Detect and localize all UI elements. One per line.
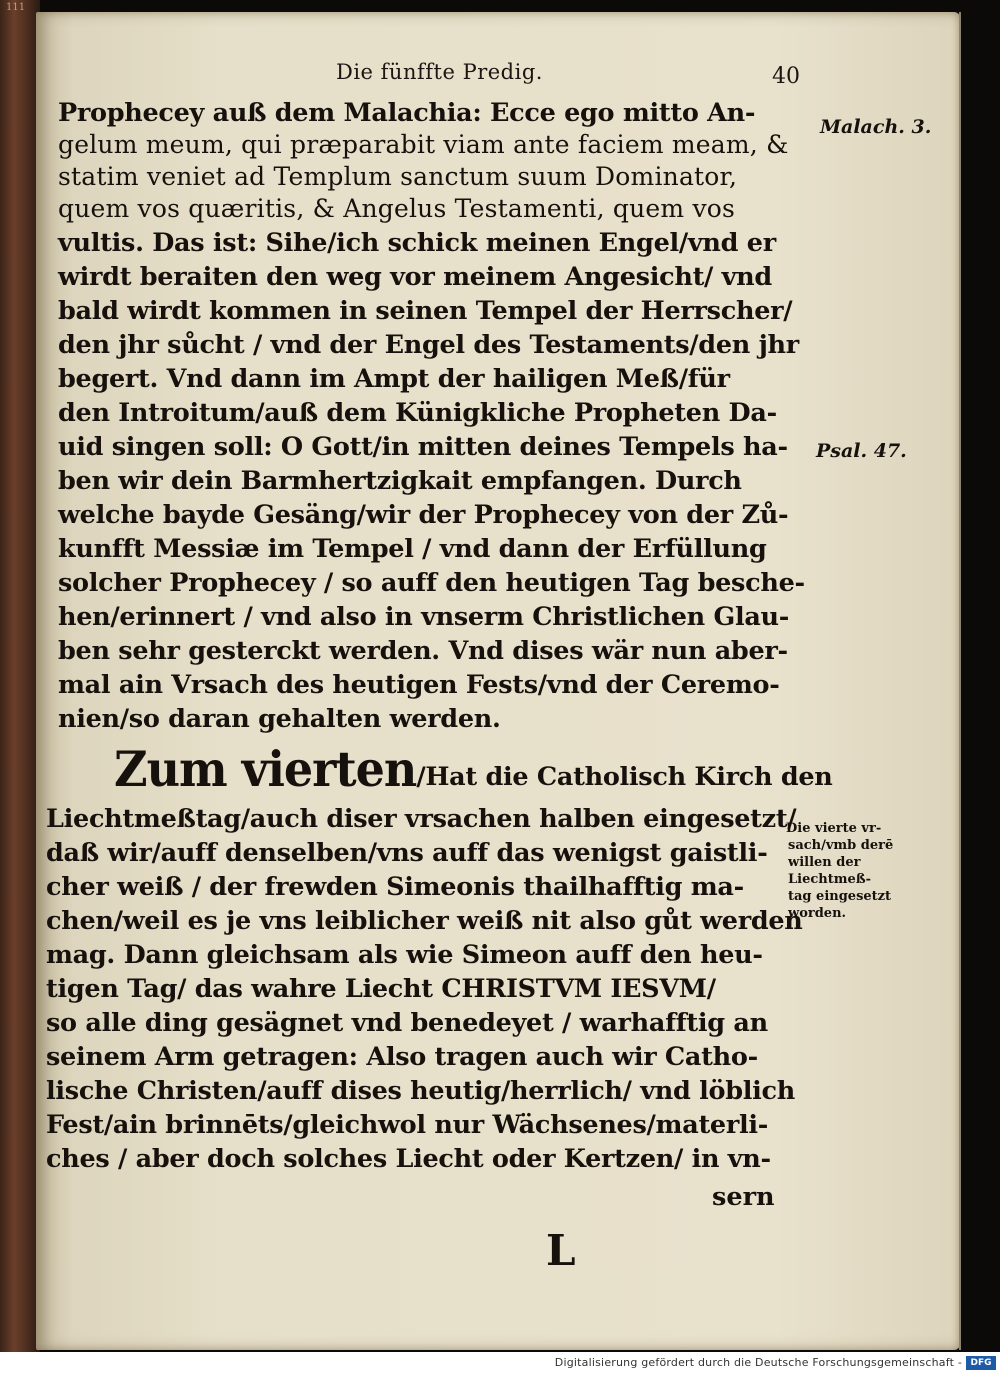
text-line: mag. Dann gleichsam als wie Simeon auff den heu- xyxy=(46,940,763,970)
text-line: lische Christen/auff dises heutig/herrlich/ vnd löblich xyxy=(46,1076,795,1106)
catchword: sern xyxy=(712,1182,775,1212)
text-line: wirdt beraiten den weg vor meinem Angesicht/ vnd xyxy=(58,262,772,292)
text-line: Prophecey auß dem Malachia: Ecce ego mitto An- xyxy=(58,98,756,128)
margin-note-vierte-3: willen der xyxy=(788,855,861,870)
text-line: vultis. Das ist: Sihe/ich schick meinen Engel/vnd er xyxy=(58,228,776,258)
text-line: mal ain Vrsach des heutigen Fests/vnd der Ceremo- xyxy=(58,670,780,700)
text-line: den jhr sůcht / vnd der Engel des Testaments/den jhr xyxy=(58,330,799,360)
text-line: ches / aber doch solches Liecht oder Kertzen/ in vn- xyxy=(46,1144,771,1174)
funding-notice: Digitalisierung gefördert durch die Deutsche Forschungsgemeinschaft - xyxy=(554,1356,962,1369)
signature-mark: L xyxy=(546,1226,576,1275)
footer-bar xyxy=(0,1352,1000,1374)
margin-note-vierte-6: worden. xyxy=(788,906,847,921)
text-line: begert. Vnd dann im Ampt der hailigen Meß/für xyxy=(58,364,730,394)
margin-note-malach: Malach. 3. xyxy=(820,116,932,138)
text-line: so alle ding gesägnet vnd benedeyet / warhafftig an xyxy=(46,1008,768,1038)
drop-word: Zum vierten xyxy=(114,740,417,798)
text-line: tigen Tag/ das wahre Liecht CHRISTVM IESVM/ xyxy=(46,974,716,1004)
folio-number: 40 xyxy=(772,64,800,89)
spine-label: 111 xyxy=(6,2,26,13)
text-line: nien/so daran gehalten werden. xyxy=(58,704,501,734)
text-line: ben wir dein Barmhertzigkait empfangen. Durch xyxy=(58,466,742,496)
text-line: hen/erinnert / vnd also in vnserm Christlichen Glau- xyxy=(58,602,790,632)
book-spine xyxy=(0,0,40,1352)
margin-note-vierte-5: tag eingesetzt xyxy=(788,889,892,904)
text-line: den Introitum/auß dem Künigkliche Propheten Da- xyxy=(58,398,777,428)
text-line: seinem Arm getragen: Also tragen auch wir Catho- xyxy=(46,1042,758,1072)
main-text xyxy=(36,12,960,1350)
text-line: bald wirdt kommen in seinen Tempel der Herrscher/ xyxy=(58,296,793,326)
text-line: statim veniet ad Templum sanctum suum Dominator, xyxy=(58,162,738,191)
text-line: Fest/ain brinnēts/gleichwol nur Wächsenes/materli- xyxy=(46,1110,769,1140)
margin-note-vierte-2: sach/vmb derē xyxy=(788,838,894,853)
text-line: solcher Prophecey / so auff den heutigen Tag besche- xyxy=(58,568,805,598)
text-line: quem vos quæritis, & Angelus Testamenti, quem vos xyxy=(58,194,736,223)
paragraph-opening-text: /Hat die Catholisch Kirch den xyxy=(416,762,833,792)
text-line: welche bayde Gesäng/wir der Prophecey von der Zů- xyxy=(58,500,789,530)
text-line: uid singen soll: O Gott/in mitten deines Tempels ha- xyxy=(58,432,788,462)
running-head: Die fünffte Predig. xyxy=(336,60,543,84)
text-line: kunfft Messiæ im Tempel / vnd dann der Erfüllung xyxy=(58,534,767,564)
dfg-logo[interactable]: DFG xyxy=(966,1356,996,1370)
margin-note-psal: Psal. 47. xyxy=(816,440,907,462)
text-line: cher weiß / der frewden Simeonis thailhafftig ma- xyxy=(46,872,744,902)
text-line: ben sehr gesterckt werden. Vnd dises wär nun aber- xyxy=(58,636,788,666)
book-page xyxy=(36,12,960,1350)
text-line: chen/weil es je vns leiblicher weiß nit also gůt werden xyxy=(46,906,803,936)
text-line: Liechtmeßtag/auch diser vrsachen halben eingesetzt/ xyxy=(46,804,797,834)
text-line: daß wir/auff denselben/vns auff das wenigst gaistli- xyxy=(46,838,768,868)
margin-note-vierte-4: Liechtmeß- xyxy=(788,872,872,887)
margin-note-vierte-1: Die vierte vr- xyxy=(786,821,882,836)
paragraph-opening xyxy=(114,740,833,798)
text-line: gelum meum, qui præparabit viam ante faciem meam, & xyxy=(58,130,789,159)
